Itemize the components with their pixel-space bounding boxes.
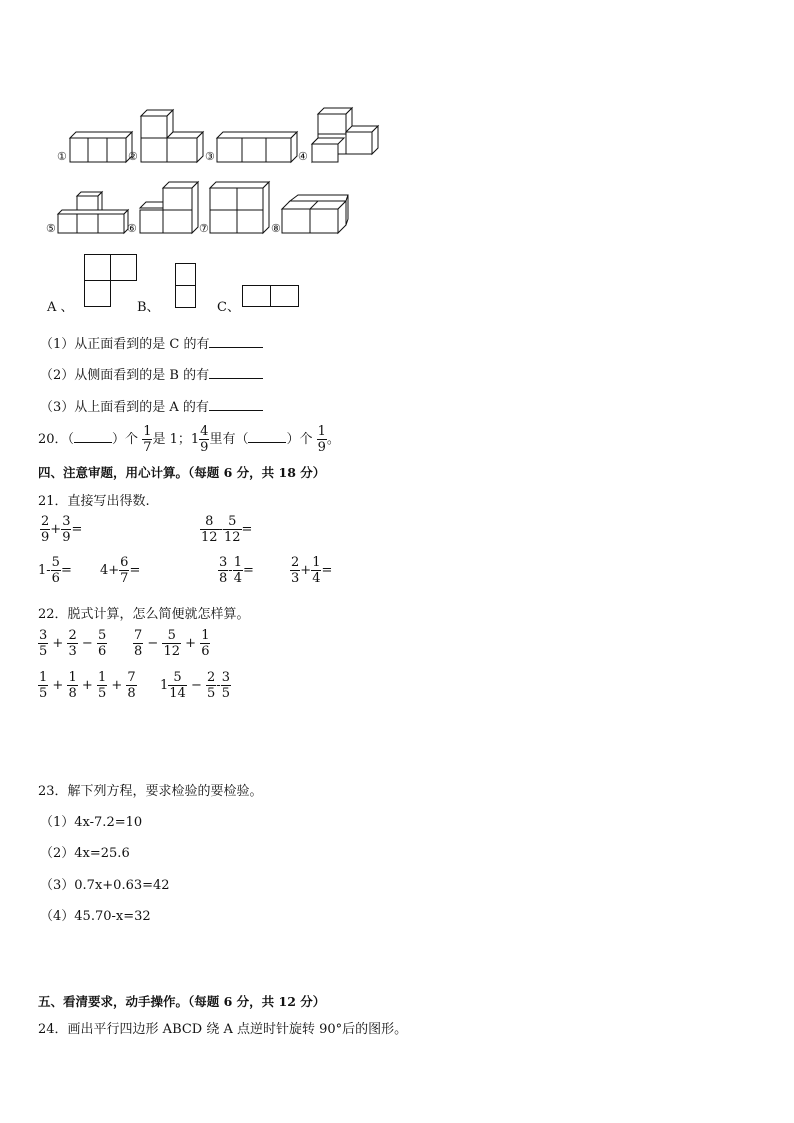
question-21-title: 21．直接写出得数.: [38, 494, 150, 509]
q21-expr-3: 1- $\frac{5}{6}$ =: [38, 555, 72, 586]
q19-part2: （2）从侧面看到的是 B 的有: [40, 364, 263, 383]
view-b-shape: [175, 263, 197, 308]
figure-label-2: ②: [128, 150, 138, 163]
figure-label-5: ⑤: [46, 222, 56, 235]
q23-item-2: （2）4x=25.6: [40, 846, 130, 861]
fraction: $\frac{4}{9}$: [200, 424, 209, 455]
answer-blank[interactable]: [248, 430, 286, 443]
q21-expr-5: $\frac{3}{8}$ - $\frac{1}{4}$ =: [219, 555, 254, 586]
figure-label-3: ③: [205, 150, 215, 163]
q22-expr-2: $\frac{7}{8}$ − $\frac{5}{12}$ + $\frac{1}{6}$: [134, 628, 210, 659]
question-22-title: 22．脱式计算，怎么简便就怎样算。: [38, 607, 250, 622]
figure-label-8: ⑧: [271, 222, 281, 235]
q23-item-3: （3）0.7x+0.63=42: [40, 878, 170, 893]
section-5-heading: 五、看清要求，动手操作。（每题 6 分，共 12 分）: [38, 994, 326, 1009]
view-a-shape: [84, 254, 138, 308]
option-a-label: A 、: [47, 300, 74, 315]
option-b-label: B、: [137, 300, 160, 315]
q23-item-1: （1）4x-7.2=10: [40, 815, 143, 830]
figure-label-4: ④: [298, 150, 308, 163]
fraction: $\frac{1}{7}$: [143, 424, 152, 455]
figure-label-1: ①: [57, 150, 67, 163]
q21-expr-2: $\frac{8}{12}$ - $\frac{5}{12}$ =: [201, 514, 253, 545]
question-20: 20．（ ）个 $\frac{1}{7}$ 是 1；1 $\frac{4}{9}$ 里有（ ）个 $\frac{1}{9}$ 。: [38, 424, 340, 455]
q19-part3: （3）从上面看到的是 A 的有: [40, 396, 263, 415]
cube-figures-row1: [50, 100, 390, 170]
q22-expr-3: $\frac{1}{5}$ + $\frac{1}{8}$ + $\frac{1}{5}$ + $\frac{7}{8}$: [39, 670, 136, 701]
q23-item-4: （4）45.70-x=32: [40, 909, 151, 924]
answer-blank[interactable]: [209, 366, 263, 379]
section-4-heading: 四、注意审题，用心计算。（每题 6 分，共 18 分）: [38, 465, 326, 480]
q22-expr-4: 1 $\frac{5}{14}$ − $\frac{2}{5}$ - $\frac{3}{5}$: [160, 670, 230, 701]
fraction: $\frac{1}{9}$: [317, 424, 326, 455]
q21-expr-4: 4+ $\frac{6}{7}$ =: [100, 555, 141, 586]
q21-expr-1: $\frac{2}{9}$ + $\frac{3}{9}$ =: [41, 514, 83, 545]
view-c-shape: [242, 285, 300, 308]
figure-label-7: ⑦: [199, 222, 209, 235]
q21-expr-6: $\frac{2}{3}$ + $\frac{1}{4}$ =: [291, 555, 333, 586]
question-24: 24．画出平行四边形 ABCD 绕 A 点逆时针旋转 90°后的图形。: [38, 1022, 408, 1037]
answer-blank[interactable]: [74, 430, 112, 443]
option-c-label: C、: [217, 300, 240, 315]
answer-blank[interactable]: [209, 335, 263, 348]
figure-label-6: ⑥: [127, 222, 137, 235]
answer-blank[interactable]: [209, 398, 263, 411]
q19-part1: （1）从正面看到的是 C 的有: [40, 333, 263, 352]
question-23-title: 23．解下列方程，要求检验的要检验。: [38, 784, 263, 799]
q22-expr-1: $\frac{3}{5}$ + $\frac{2}{3}$ − $\frac{5}{6}$: [39, 628, 107, 659]
